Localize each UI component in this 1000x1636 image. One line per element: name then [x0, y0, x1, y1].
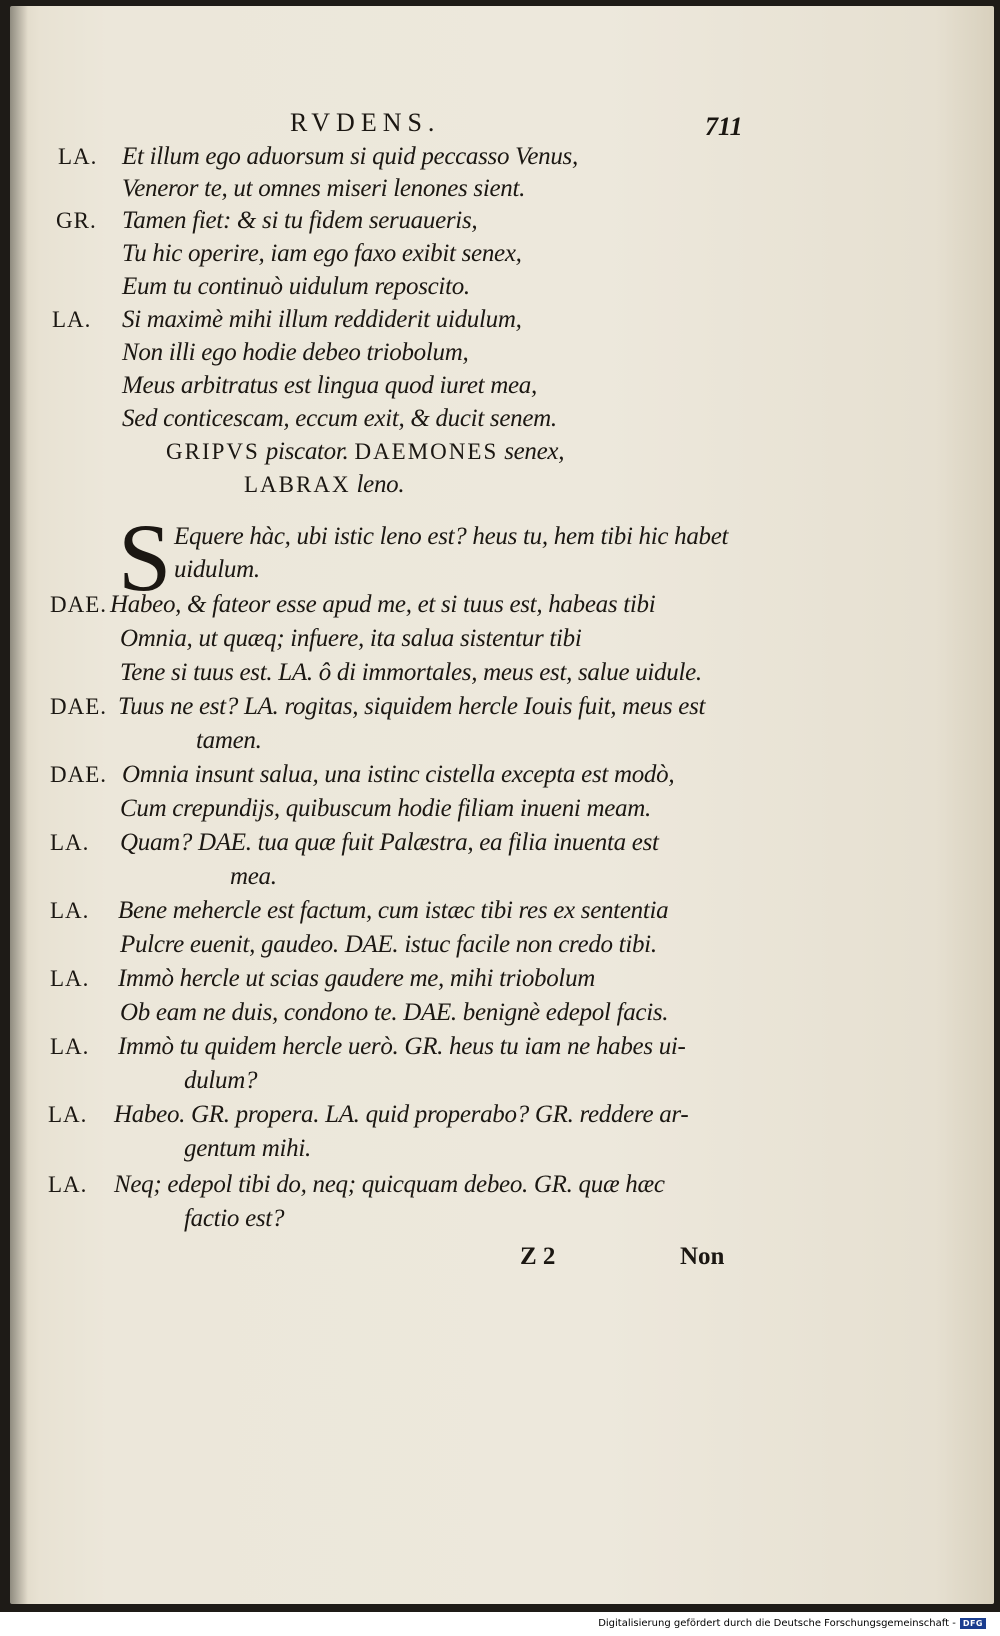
verse-line: Meus arbitratus est lingua quod iuret mea, [122, 372, 537, 399]
credit-text: Digitalisierung gefördert durch die Deutsche Forschungsgemeinschaft - [598, 1618, 956, 1629]
scene-heading-line-2 [244, 470, 404, 500]
speaker-label: LA. [48, 1172, 88, 1197]
verse-line: uidulum. [174, 556, 260, 583]
verse-line: tamen. [196, 727, 262, 754]
speaker-label: LA. [50, 830, 90, 855]
verse-line: Non illi ego hodie debeo triobolum, [122, 339, 469, 366]
verse-line: Immò hercle ut scias gaudere me, mihi triobolum [118, 965, 596, 992]
verse-line: Equere hàc, ubi istic leno est? heus tu, hem tibi hic habet [174, 523, 729, 550]
catchword: Non [680, 1243, 725, 1270]
digitization-credit [598, 1618, 986, 1629]
running-head: RVDENS. [290, 108, 441, 137]
verse-line: Tuus ne est? LA. rogitas, siquidem hercle Iouis fuit, meus est [118, 693, 706, 720]
scene-heading-line-1 [166, 437, 564, 467]
speaker-label: DAE. [50, 694, 108, 719]
character-name: LABRAX [244, 472, 351, 497]
verse-line: Habeo, & fateor esse apud me, et si tuus est, habeas tibi [110, 591, 656, 618]
speaker-label: LA. [50, 1034, 90, 1059]
character-role: leno. [356, 471, 405, 498]
verse-line: Ob eam ne duis, condono te. DAE. benignè edepol facis. [120, 999, 669, 1026]
verse-line: Veneror te, ut omnes miseri lenones sient. [122, 175, 526, 202]
verse-line: gentum mihi. [184, 1135, 311, 1162]
verse-line: Sed conticescam, eccum exit, & ducit senem. [122, 405, 557, 432]
verse-line: Et illum ego aduorsum si quid peccasso Venus, [122, 143, 578, 170]
verse-line: Tene si tuus est. LA. ô di immortales, meus est, salue uidule. [120, 659, 702, 686]
speaker-label: DAE. [50, 592, 108, 617]
verse-line: Habeo. GR. propera. LA. quid properabo? GR. reddere ar- [114, 1101, 689, 1128]
verse-line: Eum tu continuò uidulum reposcito. [122, 273, 470, 300]
signature-mark: Z 2 [520, 1243, 556, 1270]
speaker-label: LA. [50, 966, 90, 991]
verse-line: Tamen fiet: & si tu fidem seruaueris, [122, 207, 478, 234]
verse-line: factio est? [184, 1205, 285, 1232]
dfg-logo: DFG [960, 1618, 986, 1629]
verse-line: Omnia, ut quæq; infuere, ita salua sistentur tibi [120, 625, 582, 652]
verse-line: Cum crepundijs, quibuscum hodie filiam inueni meam. [120, 795, 651, 822]
verse-line: Tu hic operire, iam ego faxo exibit senex, [122, 240, 522, 267]
folio-number: 711 [705, 112, 743, 141]
speaker-label: LA. [58, 144, 98, 169]
verse-line: Immò tu quidem hercle uerò. GR. heus tu iam ne habes ui- [118, 1033, 686, 1060]
verse-line: mea. [230, 863, 277, 890]
verse-line: dulum? [184, 1067, 258, 1094]
verse-line: Omnia insunt salua, una istinc cistella excepta est modò, [122, 761, 675, 788]
speaker-label: GR. [56, 208, 97, 233]
character-role: senex, [504, 438, 565, 465]
speaker-label: LA. [48, 1102, 88, 1127]
drop-cap: S [118, 504, 172, 611]
verse-line: Pulcre euenit, gaudeo. DAE. istuc facile non credo tibi. [120, 931, 657, 958]
verse-line: Quam? DAE. tua quæ fuit Palæstra, ea filia inuenta est [120, 829, 659, 856]
verse-line: Bene mehercle est factum, cum istæc tibi res ex sententia [118, 897, 669, 924]
speaker-label: DAE. [50, 762, 108, 787]
speaker-label: LA. [50, 898, 90, 923]
character-name: DAEMONES [354, 439, 499, 464]
speaker-label: LA. [52, 307, 92, 332]
verse-line: Neq; edepol tibi do, neq; quicquam debeo. GR. quæ hæc [114, 1171, 665, 1198]
verse-line: Si maximè mihi illum reddiderit uidulum, [122, 306, 522, 333]
character-name: GRIPVS [166, 439, 260, 464]
character-role: piscator. [265, 438, 349, 465]
